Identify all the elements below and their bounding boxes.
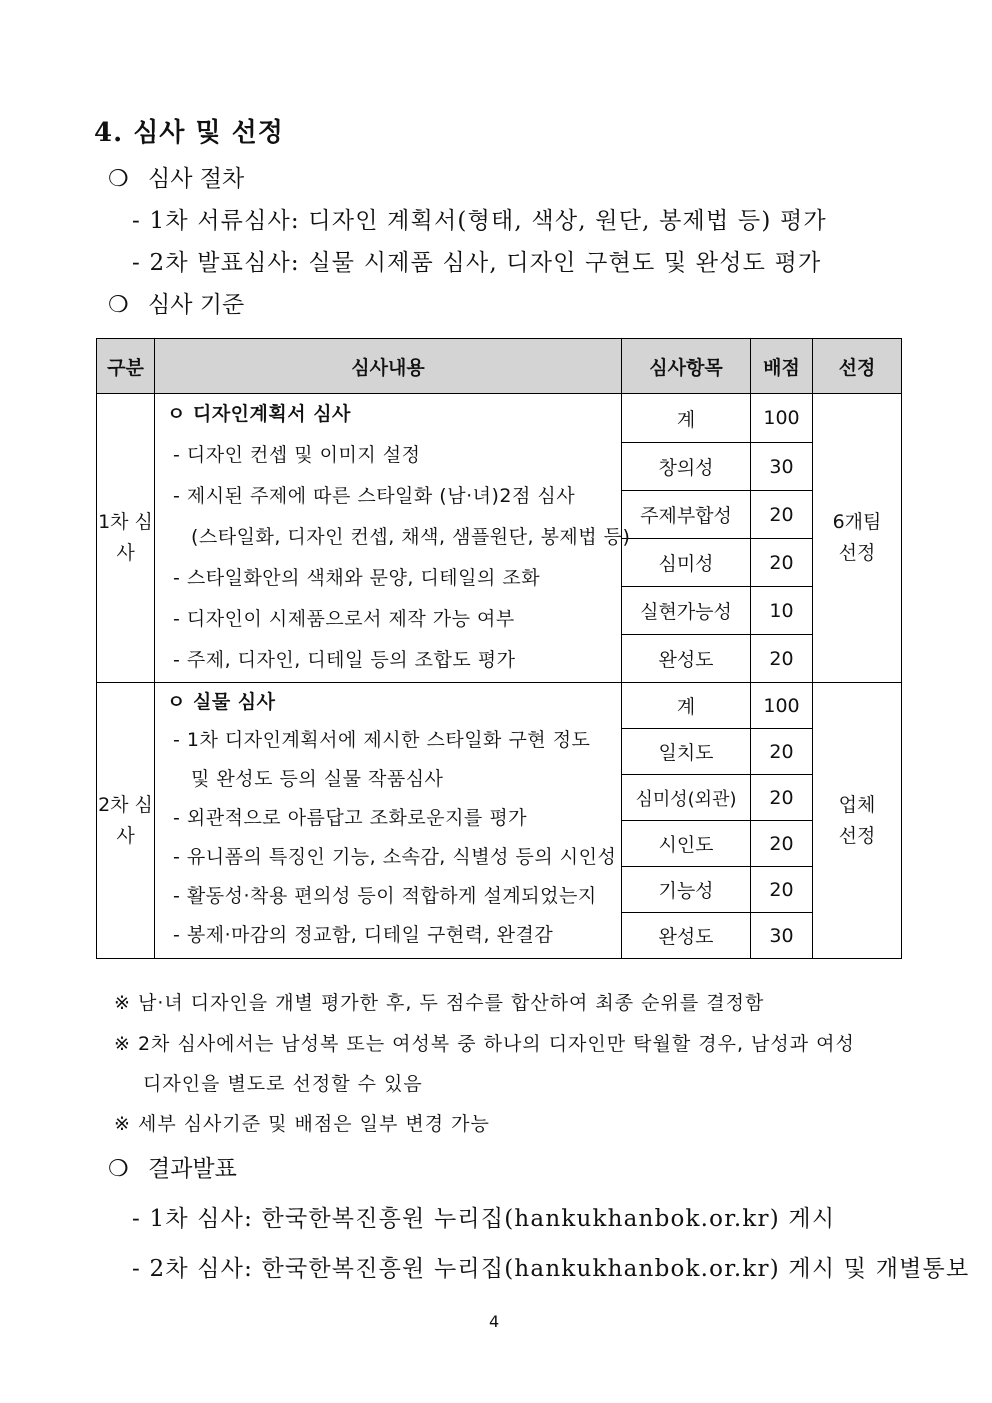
item-name: 계 <box>622 394 751 443</box>
note-continuation: 디자인을 별도로 선정할 수 있음 <box>143 1073 423 1095</box>
item-score: 20 <box>751 867 813 913</box>
item-score: 20 <box>751 729 813 775</box>
table-row <box>97 683 902 729</box>
content-line: - 디자인이 시제품으로서 제작 가능 여부 <box>173 608 515 630</box>
header-cell: 심사항목 <box>622 339 751 394</box>
item-name: 완성도 <box>622 913 751 959</box>
item-score: 100 <box>751 683 813 729</box>
header-cell: 배점 <box>751 339 813 394</box>
content-line: - 유니폼의 특징인 기능, 소속감, 식별성 등의 시인성 <box>173 846 617 868</box>
item-name: 일치도 <box>622 729 751 775</box>
content-line: - 주제, 디자인, 디테일 등의 조합도 평가 <box>173 649 516 671</box>
section-title: 4. 심사 및 선정 <box>94 118 284 148</box>
results-heading <box>108 1150 237 1183</box>
procedure-item: - 2차 발표심사: 실물 시제품 심사, 디자인 구현도 및 완성도 평가 <box>132 250 822 276</box>
table-row <box>97 394 902 443</box>
note: ※ 남·녀 디자인을 개별 평가한 후, 두 점수를 합산하여 최종 순위를 결정함 <box>114 992 765 1014</box>
note: ※ 2차 심사에서는 남성복 또는 여성복 중 하나의 디자인만 탁월할 경우, 남성과 여성 <box>114 1033 855 1055</box>
item-score: 30 <box>751 913 813 959</box>
circle-bullet-icon: ❍ <box>108 292 129 318</box>
item-score: 10 <box>751 587 813 635</box>
content-line: - 디자인 컨셉 및 이미지 설정 <box>173 444 421 466</box>
note: ※ 세부 심사기준 및 배점은 일부 변경 가능 <box>114 1113 490 1135</box>
procedure-heading-text: 심사 절차 <box>148 166 245 192</box>
content-line: - 외관적으로 아름답고 조화로운지를 평가 <box>173 807 528 829</box>
round-label: 1차 심사 <box>97 394 155 683</box>
item-name: 심미성 <box>622 539 751 587</box>
criteria-heading-text: 심사 기준 <box>148 292 245 318</box>
content-line: - 제시된 주제에 따른 스타일화 (남·녀)2점 심사 <box>173 485 576 507</box>
selection: 6개팀 선정 <box>813 394 902 683</box>
results-item: - 2차 심사: 한국한복진흥원 누리집(hankukhanbok.or.kr) 게시 및 개별통보 <box>132 1256 970 1282</box>
results-heading-text: 결과발표 <box>148 1156 237 1182</box>
item-name: 주제부합성 <box>622 491 751 539</box>
item-name: 시인도 <box>622 821 751 867</box>
criteria-table <box>96 338 902 959</box>
item-score: 20 <box>751 821 813 867</box>
page-number: 4 <box>489 1312 500 1331</box>
item-score: 20 <box>751 491 813 539</box>
round-content <box>155 394 631 683</box>
circle-bullet-icon: ❍ <box>108 1156 129 1182</box>
content-line: - 스타일화안의 색채와 문양, 디테일의 조화 <box>173 567 541 589</box>
content-line: (스타일화, 디자인 컨셉, 채색, 샘플원단, 봉제법 등) <box>191 526 631 548</box>
content-line: - 봉제·마감의 정교함, 디테일 구현력, 완결감 <box>173 924 554 946</box>
item-name: 심미성(외관) <box>622 775 751 821</box>
item-name: 기능성 <box>622 867 751 913</box>
criteria-heading <box>108 286 244 319</box>
item-name: 완성도 <box>622 635 751 683</box>
item-score: 20 <box>751 635 813 683</box>
item-name: 계 <box>622 683 751 729</box>
content-line: - 1차 디자인계획서에 제시한 스타일화 구현 정도 <box>173 729 591 751</box>
content-line: 및 완성도 등의 실물 작품심사 <box>191 768 444 790</box>
circle-bullet-icon: ❍ <box>108 166 129 192</box>
item-score: 100 <box>751 394 813 443</box>
item-score: 20 <box>751 539 813 587</box>
header-cell: 선정 <box>813 339 902 394</box>
procedure-item: - 1차 서류심사: 디자인 계획서(형태, 색상, 원단, 봉제법 등) 평가 <box>132 208 827 234</box>
procedure-heading <box>108 160 244 193</box>
table-header-row <box>97 339 902 394</box>
selection: 업체 선정 <box>813 683 902 959</box>
round-content <box>155 683 622 959</box>
header-cell: 심사내용 <box>155 339 622 394</box>
content-line: ㅇ 실물 심사 <box>167 691 276 713</box>
item-score: 20 <box>751 775 813 821</box>
item-name: 실현가능성 <box>622 587 751 635</box>
results-item: - 1차 심사: 한국한복진흥원 누리집(hankukhanbok.or.kr) 게시 <box>132 1206 836 1232</box>
item-score: 30 <box>751 443 813 491</box>
header-cell: 구분 <box>97 339 155 394</box>
content-line: - 활동성·착용 편의성 등이 적합하게 설계되었는지 <box>173 885 597 907</box>
content-line: ㅇ 디자인계획서 심사 <box>167 403 351 425</box>
round-label: 2차 심사 <box>97 683 155 959</box>
item-name: 창의성 <box>622 443 751 491</box>
